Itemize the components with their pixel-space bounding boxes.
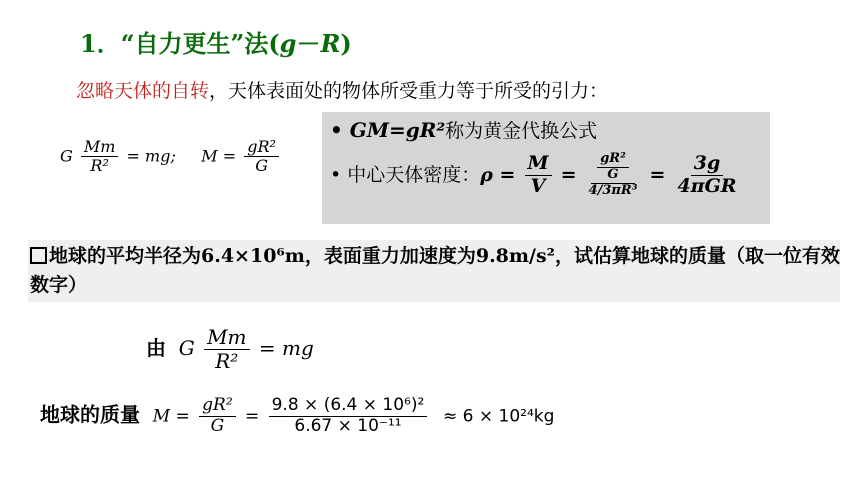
solution-step-1: 由 G $\frac{Mm}{\text{R²}}$ = mg (146, 325, 314, 373)
question-text: 地球的平均半径为6.4×10⁶m，表面重力加速度为9.8m/s²，试估算地球的质量（取一位有效数字） (30, 245, 840, 296)
solution-step-2: 地球的质量 M = $\frac{\text{gR²}}{G}$ = $\frac{\text{9.8 × (6.4 × 10⁶)²}}{\text{6.67 × 10⁻¹¹}}$ ≈ 6 × 10²⁴kg (40, 395, 555, 436)
intro-sentence: 忽略天体的自转，天体表面处的物体所受重力等于所受的引力： (76, 80, 609, 102)
section-title: 1．“自力更生”法(g－R) (80, 29, 352, 58)
intro-highlight: 忽略天体的自转 (76, 80, 210, 102)
density-formula: • 中心天体密度：ρ = $\frac{M}{V}$ = $\frac{\frac{\text{gR²}}{G}}{\text{4/3πR³}}$ = $\frac{3g}{\text{4πGR}}$ (330, 151, 737, 198)
gravity-formula: G $\frac{Mm}{\text{R²}}$ = mg; M = $\frac{\text{gR²}}{G}$ (60, 138, 282, 176)
golden-substitution: • GM=gR²称为黄金代换公式 (330, 118, 598, 142)
checkbox-square-icon (30, 247, 47, 264)
